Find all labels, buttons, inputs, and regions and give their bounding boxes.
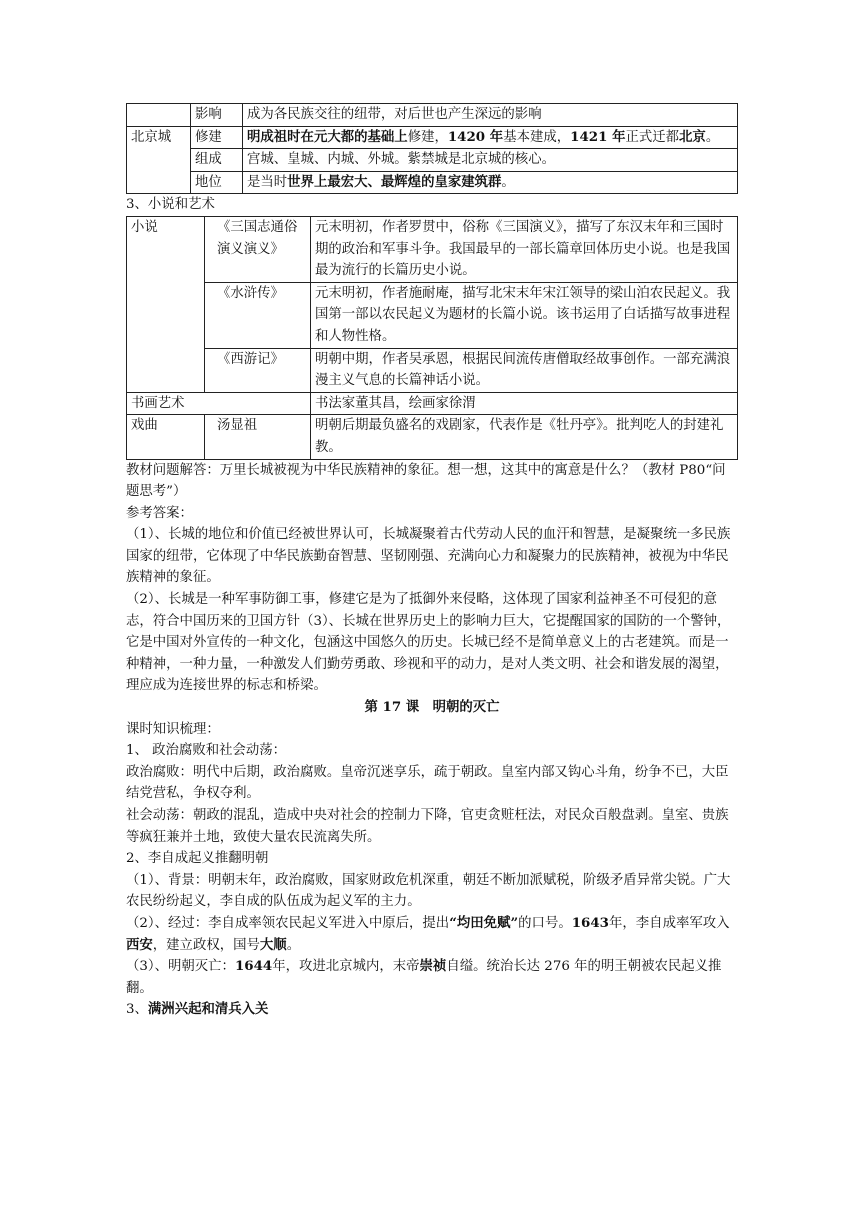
table-row [127,171,738,194]
document-page [126,103,738,1021]
bold-text: “均田免赋” [449,914,519,931]
text: 3、 [126,1002,148,1018]
paragraph [126,913,738,956]
table-cell: 组成 [191,149,243,172]
bold-text: 明成祖时在元大都的基础上 [247,128,408,145]
text: 是当时 [247,174,288,190]
table-row [127,282,738,348]
text: 年，攻进北京城内，末帝 [272,959,420,975]
table-cell: 小说 [127,216,205,392]
text: 正式迁都 [625,129,680,145]
table-cell: 地位 [191,171,243,194]
table-cell: 宫城、皇城、内城、外城。紫禁城是北京城的核心。 [243,149,738,172]
question-text: 教材问题解答：万里长城被视为中华民族精神的象征。想一想，这其中的寓意是什么？（教材 P80“问题思考”） [126,462,726,500]
answer-label: 参考答案： [126,505,193,521]
table-cell: 修建 [191,126,243,149]
table-cell: 成为各民族交往的纽带，对后世也产生深远的影响 [243,104,738,127]
table-cell: 元末明初，作者施耐庵，描写北宋末年宋江领导的梁山泊农民起义。我国第一部以农民起义为题材的长篇小说。该书运用了白话描写故事进程和人物性格。 [311,282,738,348]
table-cell: 明朝中期，作者吴承恩，根据民间流传唐僧取经故事创作。一部充满浪漫主义气息的长篇神话小说。 [311,348,738,392]
bold-text: 西安 [126,936,153,953]
answer-paragraph: （1）、长城的地位和价值已经被世界认可，长城凝聚着古代劳动人民的血汗和智慧，是凝聚统一多民族国家的纽带，它体现了中华民族勤奋智慧、坚韧刚强、充满向心力和凝聚力的民族精神，被视为中华民族精神的象征。 [126,527,731,586]
table-cell: 《三国志通俗演义演义》 [205,216,311,282]
novels-arts-table [126,216,738,460]
text: 自缢。统治长达 276 年的明王朝被农民起义推翻。 [126,959,722,996]
bold-text: 北京 [679,128,706,145]
section-heading: 2、李自成起义推翻明朝 [126,851,269,867]
table-row [127,415,738,459]
table-cell: 《西游记》 [205,348,311,392]
text: 基本建成， [503,129,571,145]
paragraph: 政治腐败：明代中后期，政治腐败。皇帝沉迷享乐，疏于朝政。皇室内部又钩心斗角，纷争不已，大臣结党营私，争权夺利。 [126,764,729,802]
text: 。 [705,129,720,145]
table-cell [243,171,738,194]
text: 。 [501,174,515,190]
table-cell: 书画艺术 [127,392,311,415]
section-heading: 1、 政治腐败和社会动荡： [126,743,287,759]
table-cell: 元末明初，作者罗贯中，俗称《三国演义》，描写了东汉末年和三国时期的政治和军事斗争。我国最早的一部长篇章回体历史小说。也是我国最为流行的长篇历史小说。 [311,216,738,282]
paragraph [126,956,738,999]
paragraph: （1）、背景：明朝末年，政治腐败，国家财政危机深重，朝廷不断加派赋税，阶级矛盾异常尖锐。广大农民纷纷起义，李自成的队伍成为起义军的主力。 [126,872,731,910]
text: （3）、明朝灭亡： [126,959,235,975]
lesson-intro: 课时知识梳理： [126,721,220,737]
text: （2）、经过：李自成率领农民起义军进入中原后，提出 [126,915,450,931]
bold-text: 1420 年 [447,128,504,145]
text: 。 [286,937,301,953]
table-cell: 明朝后期最负盛名的戏剧家，代表作是《牡丹亭》。批判吃人的封建礼教。 [311,415,738,459]
table-cell: 北京城 [127,126,191,194]
table-cell [127,104,191,127]
section-heading [126,999,738,1021]
table-cell: 汤显祖 [205,415,311,459]
lesson-title: 第 17 课 明朝的灭亡 [364,699,500,716]
table-row [127,348,738,392]
section-heading: 3、小说和艺术 [126,197,215,213]
beijing-table [126,103,738,194]
text: 的口号。 [518,915,572,931]
table-row [127,216,738,282]
table-cell: 《水浒传》 [205,282,311,348]
table-row [127,392,738,415]
text: ，建立政权，国号 [152,937,260,953]
table-cell: 戏曲 [127,415,205,459]
bold-text: 世界上最宏大、最辉煌的皇家建筑群 [287,173,502,190]
bold-text: 大顺 [259,936,287,953]
bold-text: 1644 [234,958,273,975]
table-row [127,126,738,149]
text: 年，李自成率军攻入 [609,915,730,931]
text: 修建， [407,129,448,145]
table-cell: 影响 [191,104,243,127]
table-cell [243,126,738,149]
paragraph: 社会动荡：朝政的混乱，造成中央对社会的控制力下降，官吏贪赃枉法，对民众百般盘剥。皇室、贵族等疯狂兼并土地，致使大量农民流离失所。 [126,808,729,845]
bold-text: 崇祯 [419,958,447,975]
table-row [127,104,738,127]
bold-text: 1421 年 [570,128,626,145]
answer-paragraph: （2）、长城是一种军事防御工事，修建它是为了抵御外来侵略，这体现了国家利益神圣不可侵犯的意志，符合中国历来的卫国方针（3）、长城在世界历史上的影响力巨大，它提醒国家的国防的一个警钟，它是中国对外宣传的一种文化，包涵这中国悠久的历史。长城已经不是简单意义上的古老建筑。而是一种精神，一种力量，一种激发人们勤劳勇敢、珍视和平的动力，是对人类文明、社会和谐发展的渴望，理应成为连接世界的标志和桥梁。 [126,592,731,694]
bold-text: 1643 [571,914,610,931]
table-row [127,149,738,172]
bold-text: 满洲兴起和清兵入关 [147,1001,269,1018]
table-cell: 书法家董其昌，绘画家徐渭 [311,392,738,415]
